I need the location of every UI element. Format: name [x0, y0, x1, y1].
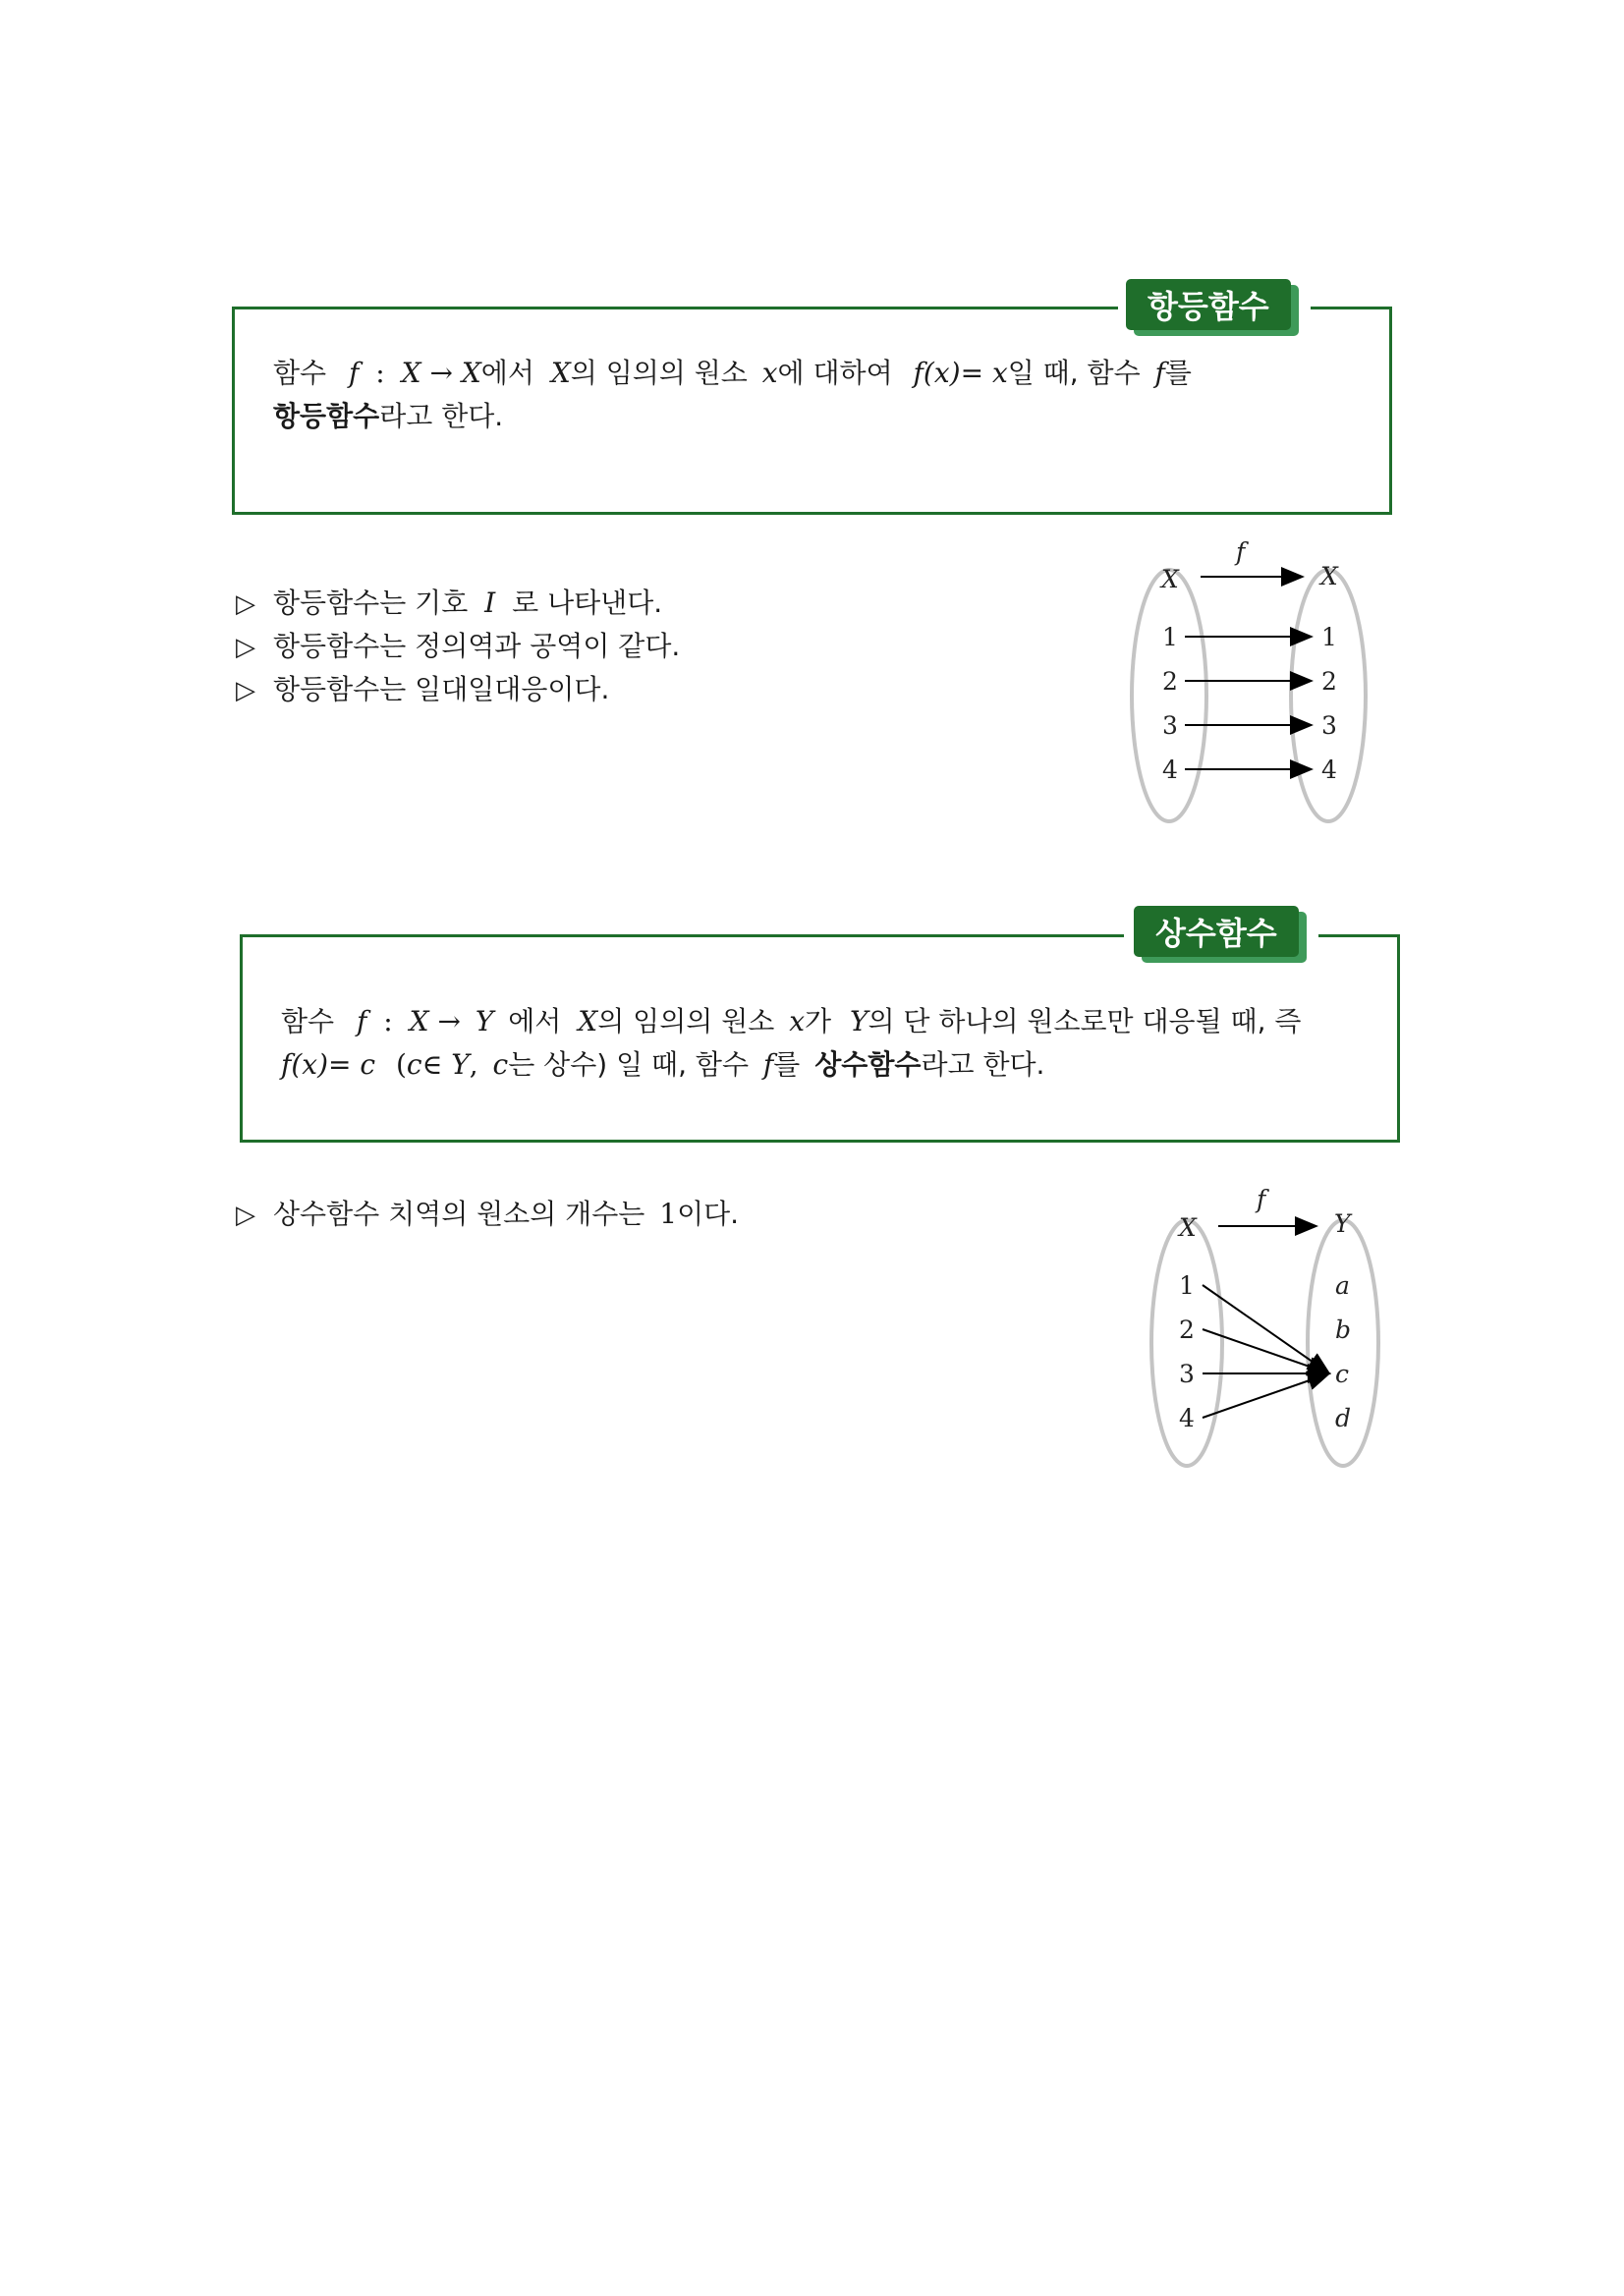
math-f: f	[762, 1048, 774, 1081]
codomain-label: X	[1320, 562, 1338, 590]
constant-bullet-1	[236, 1193, 739, 1237]
domain-label: X	[1179, 1213, 1197, 1242]
codomain-element: d	[1335, 1404, 1352, 1432]
text-arbitrary-element: 의 임의의 원소	[570, 357, 748, 389]
math-c: c	[492, 1048, 509, 1081]
math-Y: Y	[849, 1005, 868, 1037]
domain-element: 1	[1179, 1271, 1195, 1300]
bullet-text: 로 나타낸다.	[512, 587, 663, 619]
constant-definition-line-2	[281, 1043, 1044, 1087]
math-X: X	[401, 357, 421, 389]
constant-definition-line-1	[281, 1000, 1301, 1043]
function-label: f	[1257, 1185, 1266, 1213]
bullet-text: 이다.	[677, 1198, 740, 1230]
text-eseo: 에서	[508, 1005, 562, 1037]
math-element-of: ∈	[421, 1048, 443, 1081]
bullet-text: 상수함수 치역의 원소의 개수는	[273, 1198, 645, 1230]
domain-element: 4	[1179, 1404, 1195, 1432]
identity-bullet-3	[236, 668, 609, 712]
math-paren: (	[395, 1048, 407, 1081]
constant-term: 상수함수	[814, 1048, 922, 1081]
codomain-label: Y	[1334, 1209, 1351, 1238]
math-Y: Y	[475, 1005, 494, 1037]
math-comma: ,	[469, 1048, 478, 1081]
math-f: f	[357, 1005, 367, 1037]
bullet-text: 항등함수는 기호	[273, 587, 469, 619]
bullet-text: 항등함수는 일대일대응이다.	[273, 673, 610, 705]
math-arrow: →	[437, 1005, 461, 1037]
text-reul: 를	[1164, 357, 1192, 389]
math-c: c	[360, 1048, 376, 1081]
domain-label: X	[1161, 565, 1179, 593]
text-arbitrary-element: 의 임의의 원소	[597, 1005, 775, 1037]
text-ga: 가	[805, 1005, 832, 1037]
codomain-element: 4	[1321, 756, 1337, 784]
math-X: X	[550, 357, 571, 389]
math-colon: :	[383, 1005, 393, 1037]
identity-bullet-2	[236, 625, 680, 669]
math-X: X	[409, 1005, 429, 1037]
math-one: 1	[659, 1198, 678, 1230]
math-fx: f(x)	[913, 357, 961, 389]
text-is-called: 라고 한다.	[379, 400, 504, 432]
text-eseo: 에서	[480, 357, 534, 389]
constant-mapping-diagram	[1125, 1174, 1420, 1488]
math-c: c	[406, 1048, 422, 1081]
math-x: x	[761, 357, 778, 389]
math-X: X	[461, 357, 481, 389]
math-x: x	[991, 357, 1008, 389]
math-equals: =	[328, 1048, 352, 1081]
domain-element: 3	[1162, 711, 1178, 740]
domain-element: 2	[1162, 667, 1178, 696]
codomain-element: a	[1335, 1271, 1350, 1300]
codomain-element: 1	[1321, 623, 1337, 651]
identity-title: 항등함수	[1148, 288, 1269, 325]
text-fn: 함수	[273, 357, 327, 389]
identity-bullet-1	[236, 582, 662, 626]
constant-title: 상수함수	[1155, 915, 1277, 952]
math-I: I	[484, 587, 496, 619]
text-for: 에 대하여	[777, 357, 893, 389]
codomain-element: 2	[1321, 667, 1337, 696]
math-x: x	[789, 1005, 805, 1037]
constant-title-badge	[1134, 906, 1299, 957]
text-single-element: 의 단 하나의 원소로만 대응될 때, 즉	[868, 1005, 1302, 1037]
text-fn: 함수	[281, 1005, 335, 1037]
math-f: f	[349, 357, 360, 389]
domain-element: 2	[1179, 1316, 1195, 1344]
identity-term: 항등함수	[273, 400, 380, 432]
function-label: f	[1236, 537, 1246, 566]
identity-title-badge	[1126, 279, 1291, 330]
identity-mapping-diagram	[1110, 526, 1405, 840]
text-when: 일 때, 함수	[1007, 357, 1141, 389]
math-X: X	[578, 1005, 598, 1037]
math-equals: =	[960, 357, 984, 389]
math-Y: Y	[451, 1048, 470, 1081]
identity-definition-line-2	[273, 395, 503, 438]
math-f: f	[1154, 357, 1165, 389]
triangle-bullet-icon: ▷	[236, 1201, 255, 1230]
math-arrow: →	[429, 357, 453, 389]
triangle-bullet-icon: ▷	[236, 633, 255, 662]
domain-element: 3	[1179, 1360, 1195, 1388]
codomain-element: b	[1335, 1316, 1352, 1344]
text-reul: 를	[773, 1048, 801, 1081]
triangle-bullet-icon: ▷	[236, 676, 255, 705]
math-fx: f(x)	[281, 1048, 329, 1081]
triangle-bullet-icon: ▷	[236, 589, 255, 619]
bullet-text: 항등함수는 정의역과 공역이 같다.	[273, 630, 681, 662]
text-constant-when: 는 상수) 일 때, 함수	[508, 1048, 749, 1081]
domain-element: 4	[1162, 756, 1178, 784]
text-is-called: 라고 한다.	[921, 1048, 1045, 1081]
math-colon: :	[375, 357, 385, 389]
domain-element: 1	[1162, 623, 1178, 651]
codomain-element: c	[1335, 1360, 1350, 1388]
codomain-element: 3	[1321, 711, 1337, 740]
identity-definition-line-1	[273, 352, 1192, 395]
